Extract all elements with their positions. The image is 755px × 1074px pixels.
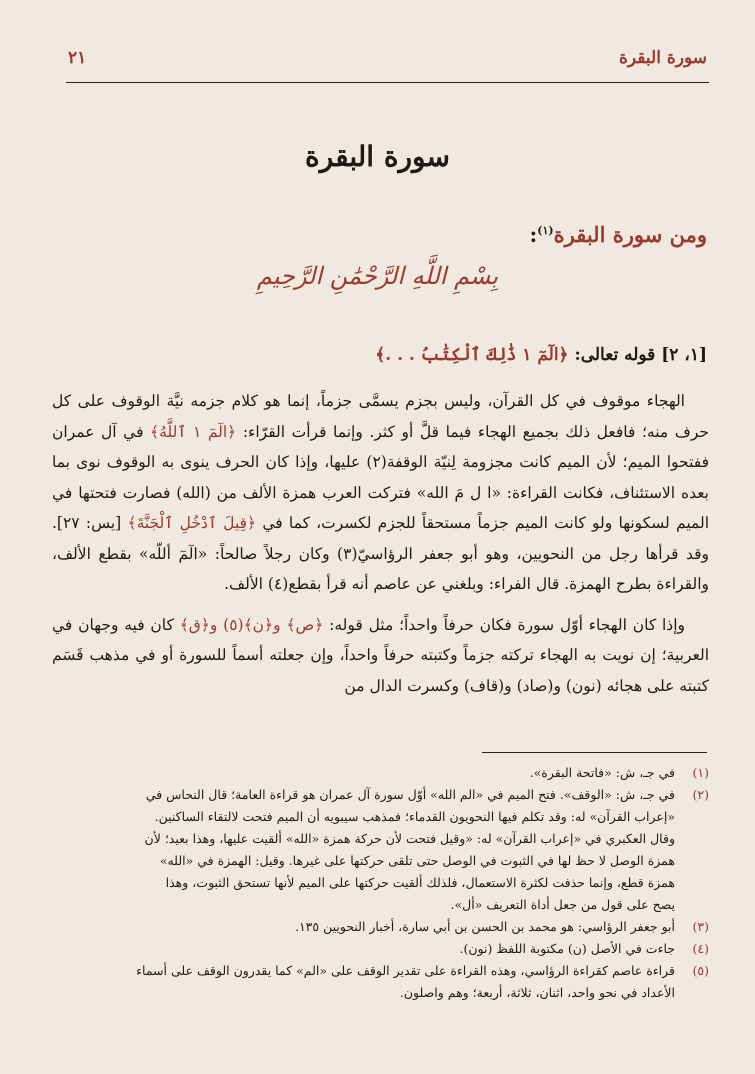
footnote-line: جاءت في الأصل (ن) مكتوبة اللفظ (نون). (459, 941, 675, 956)
footnote-line: «إعراب القرآن» له: وقد تكلم فيها النحويون القدماء؛ فمذهب سيبويه أن الميم فتحت لالتقاء الساكنين. (154, 809, 675, 824)
header-rule (66, 82, 709, 83)
verse-line (60, 344, 707, 365)
paragraph-1-part-3: [يس: ٢٧]. وقد قرأها رجل من النحويين، وهو أبو جعفر الرؤاسيّ(٣) وكان رجلاً صالحاً: «الٓمٓ أللّه» بقطع الألف، والقراءة بطرح الهمزة. قال الفراء: وبلغني عن عاصم أنه قرأ بقطع(٤) الألف. (52, 514, 709, 593)
paragraph-2-part-1: وإذا كان الهجاء أوّل سورة فكان حرفاً واحداً؛ مثل قوله: (329, 615, 685, 634)
paragraph-1-part-2: في آل عمران ففتحوا الميم؛ لأن الميم كانت مجزومة لِنيّة الوقفة(٢) عليها، وإذا كان الحرف ينوى به الوقوف نوى بما بعده الاستئناف، فكانت القراءة: «ا ل مَ الله» فتركت العرب همزة الألف من (الله) فصارت فتحتها في الميم لسكونها ولو كانت الميم جزماً مستحقاً للجزم لكسرت، كما في (52, 422, 710, 532)
footnote-rule (482, 752, 707, 753)
quran-quote: ﴿قِيلَ ٱدْخُلِ ٱلْجَنَّةَ﴾ (127, 514, 257, 532)
quran-quote: ﴿ص﴾ و﴿ن﴾(٥) و﴿ق﴾ (179, 615, 324, 634)
footnote-number: (٥) (692, 963, 709, 978)
footnote-line: أبو جعفر الرؤاسي: هو محمد بن الحسن بن أبي سارة، أخبار النحويين ١٣٥. (294, 919, 675, 934)
footnote-text (50, 762, 675, 784)
footnote-number: (١) (692, 765, 709, 780)
section-heading (530, 222, 708, 247)
quran-quote: ﴿الٓمٓ ١ ٱللَّهُ﴾ (150, 422, 237, 441)
footnote-text (50, 916, 675, 938)
footnote (50, 960, 709, 1004)
footnote-line: يصح على قول من جعل أداة التعريف «أل». (450, 897, 675, 912)
footnote-line: الأعداد في نحو واحد، اثنان، ثلاثة، أربعة؛ وهم واصلون. (399, 985, 675, 1000)
paragraph-1-part-1: الهجاء موقوف في كل القرآن، وليس بجزم يسمَّى جزماً، إنما هو كلام جزمه نيَّة الوقوف على كل حرف منه؛ فافعل ذلك بجميع الهجاء فيما قلَّ أو كثر. وإنما قرأت القرّاء: (52, 392, 709, 441)
footnote (50, 938, 709, 960)
footnote (50, 762, 709, 784)
footnote-line: في جـ، ش: «الوقف». فتح الميم في «الم الله» أوّل سورة آل عمران هو قراءة العامة؛ قال النحاس في (145, 787, 675, 802)
footnote (50, 784, 709, 916)
verse-quran: ﴿الٓمٓ ١ ذَٰلِكَ ٱلْكِتَٰبُ . . .﴾ (375, 345, 569, 365)
body-text (52, 386, 709, 711)
footnote-text (50, 960, 675, 1004)
footnote-line: وقال العكبري في «إعراب القرآن» له: «وقيل فتحت لأن حركة همزة «الله» ألقيت عليها، وهذا بعيد؛ لأن (144, 831, 675, 846)
basmala: بِسْمِ اللَّهِ الرَّحْمَٰنِ الرَّحِيمِ (256, 262, 499, 290)
paragraph-2 (52, 610, 709, 702)
running-title: سورة البقرة (619, 48, 707, 68)
footnote-text (50, 784, 675, 916)
footnote (50, 916, 709, 938)
footnote-number: (٤) (692, 941, 709, 956)
footnote-line: في جـ، ش: «فاتحة البقرة». (529, 765, 675, 780)
footnote-line: همزة قطع، وإنما حذفت لكثرة الاستعمال، فلذلك ألقيت حركتها على الميم لأنها تستحق الثبوت، وهذا (165, 875, 675, 890)
footnote-text (50, 938, 675, 960)
footnotes (50, 762, 709, 1004)
footnote-number: (٢) (692, 787, 709, 802)
footnote-line: قراءة عاصم كقراءة الرؤاسي، وهذه القراءة على تقدير الوقف على «الم» كما يقدرون الوقف على أسماء (136, 963, 675, 978)
paragraph-2-part-2: كان فيه وجهان في العربية؛ إن نويت به الهجاء تركته جزماً وكتبته حرفاً واحداً، وإن جعلته أسماً للسورة أو في مذهب قَسَم كتبته على هجائه (نون) و(صاد) و(قاف) وكسرت الدال من (52, 615, 709, 695)
footnote-marker: (١) (537, 224, 554, 237)
footnote-line: همزة الوصل لا حظ لها في الثبوت في الوصل حتى تلقى حركتها على غيرها. وقيل: الهمزة في «الله» (159, 853, 675, 868)
section-heading-text: ومن سورة البقرة (553, 222, 707, 247)
page-number: ٢١ (68, 48, 87, 68)
footnote-number: (٣) (692, 919, 709, 934)
paragraph-1 (52, 386, 709, 600)
verse-ref: [١، ٢] قوله تعالى: (574, 345, 707, 365)
surah-title: سورة البقرة (305, 140, 450, 173)
heading-colon: : (529, 222, 538, 247)
